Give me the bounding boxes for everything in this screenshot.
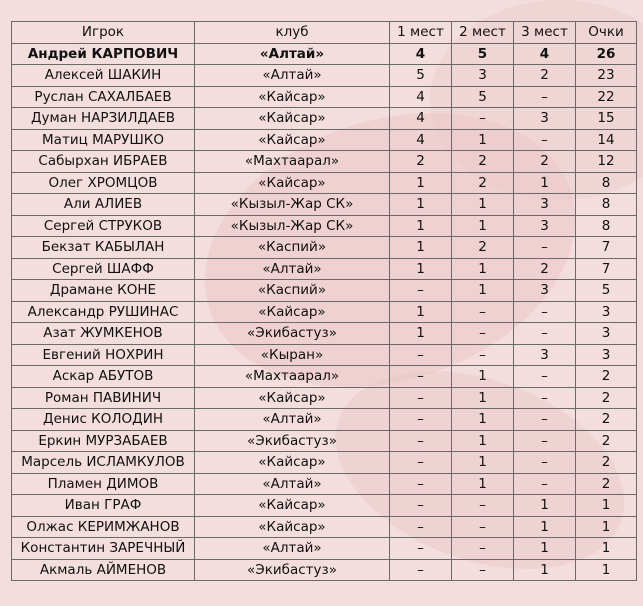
- table-row: [12, 280, 637, 302]
- table-row: [12, 237, 637, 259]
- points: 3: [576, 301, 637, 323]
- first-places: –: [390, 366, 452, 388]
- player-name: Константин ЗАРЕЧНЫЙ: [12, 538, 195, 560]
- points: 3: [576, 344, 637, 366]
- second-places: 1: [452, 473, 514, 495]
- points: 12: [576, 151, 637, 173]
- first-places: –: [390, 538, 452, 560]
- third-places: 3: [514, 194, 576, 216]
- third-places: 2: [514, 151, 576, 173]
- second-places: 1: [452, 387, 514, 409]
- club-name: «Каспий»: [195, 280, 390, 302]
- second-places: 3: [452, 65, 514, 87]
- table-row: [12, 538, 637, 560]
- club-name: «Кайсар»: [195, 172, 390, 194]
- table-row: [12, 258, 637, 280]
- table-row: [12, 65, 637, 87]
- player-name: Андрей КАРПОВИЧ: [12, 43, 195, 65]
- points: 1: [576, 559, 637, 581]
- third-places: 1: [514, 172, 576, 194]
- standings-table: [11, 21, 637, 581]
- second-places: 1: [452, 194, 514, 216]
- club-name: «Экибастуз»: [195, 430, 390, 452]
- player-name: Марсель ИСЛАМКУЛОВ: [12, 452, 195, 474]
- points: 26: [576, 43, 637, 65]
- header-first-places: 1 мест: [390, 22, 452, 44]
- points: 2: [576, 430, 637, 452]
- first-places: –: [390, 387, 452, 409]
- player-name: Александр РУШИНАС: [12, 301, 195, 323]
- third-places: –: [514, 237, 576, 259]
- player-name: Сабырхан ИБРАЕВ: [12, 151, 195, 173]
- club-name: «Кайсар»: [195, 495, 390, 517]
- second-places: 2: [452, 151, 514, 173]
- second-places: 2: [452, 237, 514, 259]
- club-name: «Кайсар»: [195, 86, 390, 108]
- points: 7: [576, 258, 637, 280]
- first-places: 4: [390, 86, 452, 108]
- table-row: [12, 473, 637, 495]
- player-name: Евгений НОХРИН: [12, 344, 195, 366]
- table-row: [12, 430, 637, 452]
- first-places: –: [390, 559, 452, 581]
- third-places: 3: [514, 280, 576, 302]
- third-places: –: [514, 430, 576, 452]
- first-places: 1: [390, 237, 452, 259]
- header-row: [12, 22, 637, 44]
- second-places: –: [452, 344, 514, 366]
- table-row: [12, 387, 637, 409]
- points: 7: [576, 237, 637, 259]
- club-name: «Кайсар»: [195, 452, 390, 474]
- player-name: Али АЛИЕВ: [12, 194, 195, 216]
- first-places: 4: [390, 129, 452, 151]
- third-places: 1: [514, 538, 576, 560]
- second-places: –: [452, 108, 514, 130]
- club-name: «Алтай»: [195, 409, 390, 431]
- second-places: 1: [452, 280, 514, 302]
- first-places: –: [390, 280, 452, 302]
- third-places: 3: [514, 108, 576, 130]
- first-places: –: [390, 409, 452, 431]
- player-name: Думан НАРЗИЛДАЕВ: [12, 108, 195, 130]
- player-name: Иван ГРАФ: [12, 495, 195, 517]
- first-places: 1: [390, 215, 452, 237]
- third-places: –: [514, 409, 576, 431]
- club-name: «Экибастуз»: [195, 323, 390, 345]
- third-places: 4: [514, 43, 576, 65]
- club-name: «Алтай»: [195, 43, 390, 65]
- first-places: 1: [390, 172, 452, 194]
- third-places: –: [514, 366, 576, 388]
- points: 1: [576, 516, 637, 538]
- second-places: 1: [452, 215, 514, 237]
- table-row: [12, 172, 637, 194]
- player-name: Роман ПАВИНИЧ: [12, 387, 195, 409]
- player-name: Акмаль АЙМЕНОВ: [12, 559, 195, 581]
- table-row: [12, 108, 637, 130]
- second-places: –: [452, 516, 514, 538]
- header-second-places: 2 мест: [452, 22, 514, 44]
- third-places: 1: [514, 516, 576, 538]
- player-name: Сергей ШАФФ: [12, 258, 195, 280]
- points: 2: [576, 452, 637, 474]
- header-points: Очки: [576, 22, 637, 44]
- table-row: [12, 344, 637, 366]
- player-name: Драмане КОНЕ: [12, 280, 195, 302]
- header-third-places: 3 мест: [514, 22, 576, 44]
- club-name: «Кайсар»: [195, 301, 390, 323]
- club-name: «Каспий»: [195, 237, 390, 259]
- second-places: 1: [452, 409, 514, 431]
- player-name: Руслан САХАЛБАЕВ: [12, 86, 195, 108]
- club-name: «Алтай»: [195, 258, 390, 280]
- club-name: «Экибастуз»: [195, 559, 390, 581]
- table-row: [12, 452, 637, 474]
- player-name: Азат ЖУМКЕНОВ: [12, 323, 195, 345]
- first-places: –: [390, 495, 452, 517]
- club-name: «Кызыл-Жар СК»: [195, 215, 390, 237]
- table-row: [12, 559, 637, 581]
- third-places: –: [514, 129, 576, 151]
- player-name: Еркин МУРЗАБАЕВ: [12, 430, 195, 452]
- points: 2: [576, 473, 637, 495]
- third-places: –: [514, 301, 576, 323]
- second-places: 2: [452, 172, 514, 194]
- club-name: «Кайсар»: [195, 516, 390, 538]
- third-places: 2: [514, 65, 576, 87]
- second-places: 1: [452, 258, 514, 280]
- points: 23: [576, 65, 637, 87]
- table-row: [12, 409, 637, 431]
- second-places: 1: [452, 430, 514, 452]
- points: 5: [576, 280, 637, 302]
- player-name: Бекзат КАБЫЛАН: [12, 237, 195, 259]
- club-name: «Алтай»: [195, 538, 390, 560]
- first-places: 1: [390, 301, 452, 323]
- header-club: клуб: [195, 22, 390, 44]
- table-row: [12, 151, 637, 173]
- points: 8: [576, 215, 637, 237]
- club-name: «Алтай»: [195, 473, 390, 495]
- table-row: [12, 323, 637, 345]
- second-places: –: [452, 301, 514, 323]
- points: 3: [576, 323, 637, 345]
- points: 8: [576, 194, 637, 216]
- club-name: «Махтаарал»: [195, 151, 390, 173]
- second-places: –: [452, 559, 514, 581]
- second-places: 5: [452, 43, 514, 65]
- first-places: 1: [390, 194, 452, 216]
- first-places: –: [390, 516, 452, 538]
- player-name: Олег ХРОМЦОВ: [12, 172, 195, 194]
- first-places: –: [390, 430, 452, 452]
- first-places: 1: [390, 323, 452, 345]
- second-places: 1: [452, 452, 514, 474]
- third-places: 3: [514, 344, 576, 366]
- first-places: 4: [390, 43, 452, 65]
- club-name: «Кайсар»: [195, 129, 390, 151]
- first-places: –: [390, 452, 452, 474]
- club-name: «Махтаарал»: [195, 366, 390, 388]
- first-places: 2: [390, 151, 452, 173]
- club-name: «Алтай»: [195, 65, 390, 87]
- club-name: «Кайсар»: [195, 387, 390, 409]
- second-places: 5: [452, 86, 514, 108]
- table-row: [12, 194, 637, 216]
- club-name: «Кыран»: [195, 344, 390, 366]
- club-name: «Кайсар»: [195, 108, 390, 130]
- points: 1: [576, 538, 637, 560]
- first-places: 1: [390, 258, 452, 280]
- player-name: Аскар АБУТОВ: [12, 366, 195, 388]
- third-places: –: [514, 387, 576, 409]
- points: 2: [576, 409, 637, 431]
- first-places: –: [390, 344, 452, 366]
- points: 2: [576, 387, 637, 409]
- first-places: –: [390, 473, 452, 495]
- table-row: [12, 86, 637, 108]
- points: 22: [576, 86, 637, 108]
- third-places: 2: [514, 258, 576, 280]
- points: 14: [576, 129, 637, 151]
- points: 1: [576, 495, 637, 517]
- table-row: [12, 129, 637, 151]
- third-places: –: [514, 452, 576, 474]
- second-places: 1: [452, 129, 514, 151]
- table-row: [12, 301, 637, 323]
- table-row: [12, 215, 637, 237]
- third-places: –: [514, 323, 576, 345]
- table-row: [12, 516, 637, 538]
- second-places: –: [452, 323, 514, 345]
- player-name: Пламен ДИМОВ: [12, 473, 195, 495]
- second-places: –: [452, 538, 514, 560]
- third-places: 1: [514, 495, 576, 517]
- player-name: Олжас КЕРИМЖАНОВ: [12, 516, 195, 538]
- third-places: –: [514, 473, 576, 495]
- table-row: [12, 366, 637, 388]
- first-places: 4: [390, 108, 452, 130]
- points: 2: [576, 366, 637, 388]
- second-places: –: [452, 495, 514, 517]
- third-places: 1: [514, 559, 576, 581]
- header-player: Игрок: [12, 22, 195, 44]
- third-places: 3: [514, 215, 576, 237]
- player-name: Матиц МАРУШКО: [12, 129, 195, 151]
- player-name: Алексей ШАКИН: [12, 65, 195, 87]
- table-row: [12, 43, 637, 65]
- first-places: 5: [390, 65, 452, 87]
- points: 15: [576, 108, 637, 130]
- table-row: [12, 495, 637, 517]
- player-name: Сергей СТРУКОВ: [12, 215, 195, 237]
- second-places: 1: [452, 366, 514, 388]
- third-places: –: [514, 86, 576, 108]
- points: 8: [576, 172, 637, 194]
- club-name: «Кызыл-Жар СК»: [195, 194, 390, 216]
- player-name: Денис КОЛОДИН: [12, 409, 195, 431]
